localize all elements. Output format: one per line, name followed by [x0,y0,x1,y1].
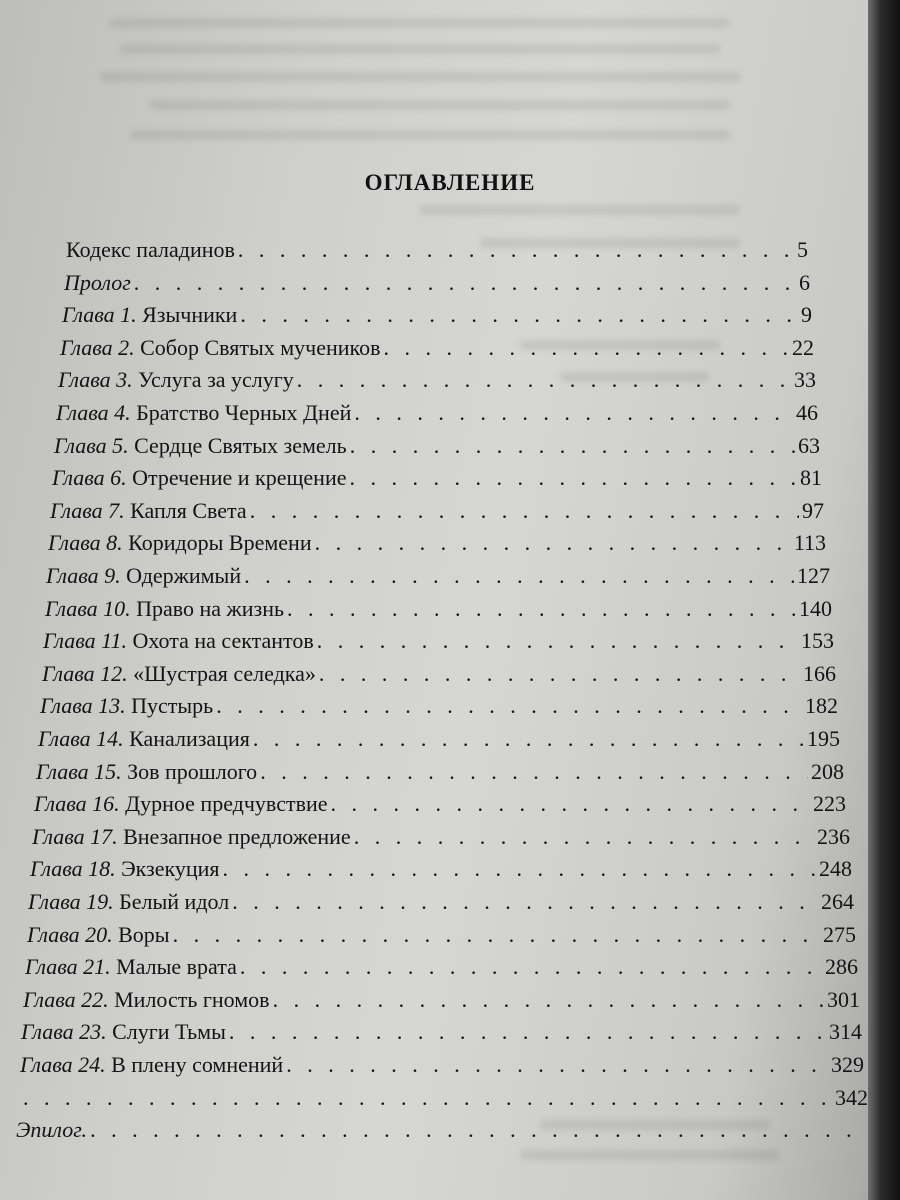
dot-leader [317,628,798,654]
page-number: 33 [794,367,816,393]
chapter-label: Глава 18. [30,856,116,882]
page-number: 81 [800,465,822,491]
chapter-title: В плену сомнений [105,1052,284,1077]
dot-leader [350,433,795,459]
chapter-title: Сердце Святых земель [128,432,347,458]
chapter-title: «Шустрая селедка» [127,660,316,686]
toc-entry [46,563,830,593]
chapter-label: Глава 13. [40,693,126,719]
chapter-label: Пролог [64,269,131,295]
chapter-label: Глава 10. [45,595,131,621]
chapter-label: Глава 20. [27,921,113,947]
page-number: 127 [797,563,830,588]
chapter-label: Глава 22. [23,986,109,1012]
toc-entry [50,498,824,528]
chapter-label: Глава 7. [50,497,125,523]
page-number: 314 [829,1019,862,1045]
chapter-title: Малые врата [110,954,237,980]
chapter-label: Глава 24. [20,1052,106,1077]
chapter-label: Глава 21. [25,954,111,980]
toc-entry [21,1019,862,1049]
page-number: 248 [819,856,852,882]
page-number: 236 [817,823,850,849]
toc-entry [16,1117,868,1147]
chapter-title: Язычники [136,302,238,328]
page-number: 329 [831,1052,864,1077]
chapter-title: Охота на сектантов [126,628,314,654]
toc-entry [20,1085,868,1115]
page-number: 286 [825,954,858,980]
book-spine [868,0,900,1200]
page-number: 208 [811,758,844,784]
page-number: 153 [801,628,834,654]
dot-leader [260,759,808,785]
toc-entry [45,596,832,626]
toc-entry [43,628,834,658]
chapter-label: Глава 19. [28,889,114,914]
dot-leader [349,465,797,491]
chapter-title: Коридоры Времени [122,530,312,556]
dot-leader [273,987,824,1013]
chapter-label: Глава 2. [60,334,135,360]
page-number: 223 [813,791,846,817]
dot-leader [223,856,816,882]
chapter-title: Кодекс паладинов [66,237,235,262]
dot-leader [384,335,789,361]
chapter-title: Милость гномов [108,986,270,1012]
dot-leader [354,824,814,850]
dot-leader [216,693,802,719]
page-number: 166 [803,660,836,686]
page-number: 9 [801,302,812,328]
toc-entry [36,759,844,789]
page-number: 264 [821,889,854,914]
chapter-title: Отречение и крещение [126,465,347,491]
chapter-title: Собор Святых мучеников [134,334,381,360]
page-number: 97 [802,497,824,523]
page-number: 275 [823,921,856,947]
page-number: 5 [797,237,808,262]
chapter-title: Внезапное предложение [117,823,351,849]
chapter-label: Глава 6. [52,465,127,491]
page-number: 63 [798,432,820,458]
chapter-label: Глава 23. [21,1019,107,1045]
chapter-title: Воры [112,921,170,947]
chapter-title: Белый идол [113,889,230,914]
chapter-title: Капля Света [124,497,247,523]
toc-entry [62,302,812,332]
toc-entry [40,693,838,723]
toc-entry [42,661,836,691]
dot-leader [238,237,794,263]
dot-leader [134,270,796,296]
toc-entry [54,433,820,463]
toc-entry [25,954,858,984]
dot-leader [232,889,818,915]
dot-leader [319,661,800,687]
chapter-title: Дурное предчувствие [119,791,328,817]
dot-leader [229,1019,826,1045]
toc-entry [56,400,818,430]
chapter-label: Глава 17. [32,823,118,849]
dot-leader [23,1085,832,1111]
dot-leader [286,1052,828,1078]
toc-entry [64,270,810,300]
page-number: 195 [807,726,840,751]
chapter-label: Глава 16. [34,791,120,817]
toc-entry [20,1052,864,1082]
toc-entry [28,889,854,919]
page-number: 342 [835,1084,868,1110]
toc-entry [48,530,826,560]
page-number: 140 [799,595,832,621]
chapter-label: Глава 11. [43,628,127,654]
page-number: 22 [792,334,814,360]
chapter-label: Глава 1. [62,302,137,328]
chapter-title: Экзекуция [115,856,220,882]
dot-leader [244,563,794,589]
toc-entry [32,824,850,854]
dot-leader [90,1117,865,1143]
toc-entry [66,237,808,267]
dot-leader [240,954,822,980]
page-number: 301 [827,986,860,1012]
toc-entry [58,367,816,397]
page-number: 6 [799,269,810,295]
chapter-label: Глава 14. [38,726,124,751]
page-number: 113 [793,530,826,556]
chapter-label: Глава 3. [58,367,133,393]
chapter-label: Глава 4. [56,400,131,425]
dot-leader [315,530,791,556]
chapter-title: Услуга за услугу [132,367,294,393]
toc-entry [30,856,852,886]
toc-entry [38,726,840,756]
dot-leader [253,726,804,752]
chapter-title: Одержимый [120,563,242,588]
dot-leader [287,596,796,622]
dot-leader [240,302,798,328]
chapter-title: Зов прошлого [121,758,258,784]
dot-leader [297,367,791,393]
chapter-title: Слуги Тьмы [106,1019,226,1045]
page-number: 182 [805,693,838,719]
toc-entry [27,922,856,952]
dot-leader [173,922,820,948]
chapter-title: Право на жизнь [130,595,285,621]
toc-entry [23,987,860,1017]
chapter-label: Глава 15. [36,758,122,784]
toc-entry [34,791,846,821]
chapter-label: Глава 12. [42,660,128,686]
chapter-label: Эпилог. [16,1117,88,1143]
chapter-label: Глава 9. [46,563,121,588]
dot-leader [250,498,799,524]
chapter-label: Глава 5. [54,432,129,458]
dot-leader [354,400,793,426]
toc-heading: ОГЛАВЛЕНИЕ [364,170,536,195]
chapter-title: Братство Черных Дней [130,400,352,425]
toc-entry [60,335,814,365]
chapter-title: Канализация [123,726,250,751]
toc-entry [52,465,822,495]
chapter-title: Пустырь [125,693,214,719]
dot-leader [331,791,811,817]
chapter-label: Глава 8. [48,530,123,556]
page-number: 46 [796,400,818,425]
